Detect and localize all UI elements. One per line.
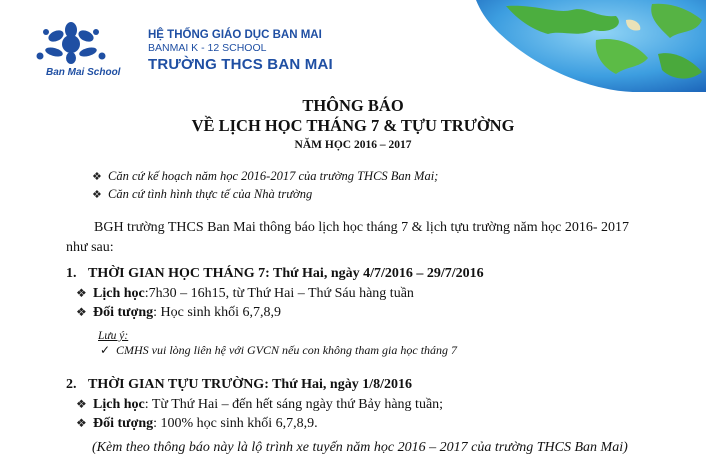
intro-line: như sau: [66,240,114,255]
note-label: Lưu ý: [98,330,129,342]
section-number: 1. [66,266,77,281]
audience-value: : Học sinh khối 6,7,8,9 [153,305,282,320]
announcement-subject: VỀ LỊCH HỌC THÁNG 7 & TỰU TRƯỜNG [191,116,515,135]
audience-label: Đối tượng [93,305,154,320]
section-heading [66,264,484,284]
basis-text: Căn cứ kế hoạch năm học 2016-2017 của trường THCS Ban Mai; [108,169,439,183]
flower-logo-icon [26,22,116,68]
section-summer-classes [66,264,484,322]
school-identity [148,28,333,75]
school-name: TRƯỜNG THCS BAN MAI [148,56,333,73]
note-item [100,343,457,358]
diamond-bullet-icon: ❖ [92,171,102,183]
announcement-title: THÔNG BÁO [302,96,404,115]
list-item [66,303,484,322]
diamond-bullet-icon: ❖ [76,305,87,319]
schedule-value: : Từ Thứ Hai – đến hết sáng ngày thứ Bảy hàng tuần; [144,397,444,412]
schedule-label: Lịch học [93,397,145,412]
list-item [92,168,438,186]
school-logo [26,22,146,84]
logo-text: Ban Mai School [46,67,121,78]
section-heading-text: THỜI GIAN HỌC THÁNG 7: Thứ Hai, ngày 4/7/2016 – 29/7/2016 [88,266,484,281]
schedule-label: Lịch học [93,286,145,301]
diamond-bullet-icon: ❖ [92,189,102,201]
section-school-opening [66,375,443,433]
intro-paragraph [66,218,686,258]
check-icon: ✓ [100,343,111,357]
audience-value: : 100% học sinh khối 6,7,8,9. [153,416,318,431]
legal-basis-list [92,168,438,204]
announcement-title-block [0,96,706,154]
section-number: 2. [66,377,77,392]
diamond-bullet-icon: ❖ [76,286,87,300]
diamond-bullet-icon: ❖ [76,416,87,430]
globe-icon [476,0,706,92]
diamond-bullet-icon: ❖ [76,397,87,411]
list-item [92,186,438,204]
school-year: NĂM HỌC 2016 – 2017 [294,139,412,151]
section-heading-text: THỜI GIAN TỰU TRƯỜNG: Thứ Hai, ngày 1/8/2016 [88,377,412,392]
audience-label: Đối tượng [93,416,154,431]
list-item [66,395,443,414]
note-text: CMHS vui lòng liên hệ với GVCN nếu con không tham gia học tháng 7 [116,343,458,357]
list-item [66,414,443,433]
basis-text: Căn cứ tình hình thực tế của Nhà trường [108,187,313,201]
intro-line: BGH trường THCS Ban Mai thông báo lịch học tháng 7 & lịch tựu trường năm học 2016- 2017 [94,220,630,235]
attachment-note: (Kèm theo thông báo này là lộ trình xe tuyến năm học 2016 – 2017 của trường THCS Ban Mai) [92,440,628,455]
schedule-value: :7h30 – 16h15, từ Thứ Hai – Thứ Sáu hàng tuần [144,286,414,301]
education-system-name: HỆ THỐNG GIÁO DỤC BAN MAI [148,29,322,41]
list-item [66,284,484,303]
letterhead [0,0,706,92]
school-subtitle: BANMAI K - 12 SCHOOL [148,42,267,54]
section-heading [66,375,443,395]
